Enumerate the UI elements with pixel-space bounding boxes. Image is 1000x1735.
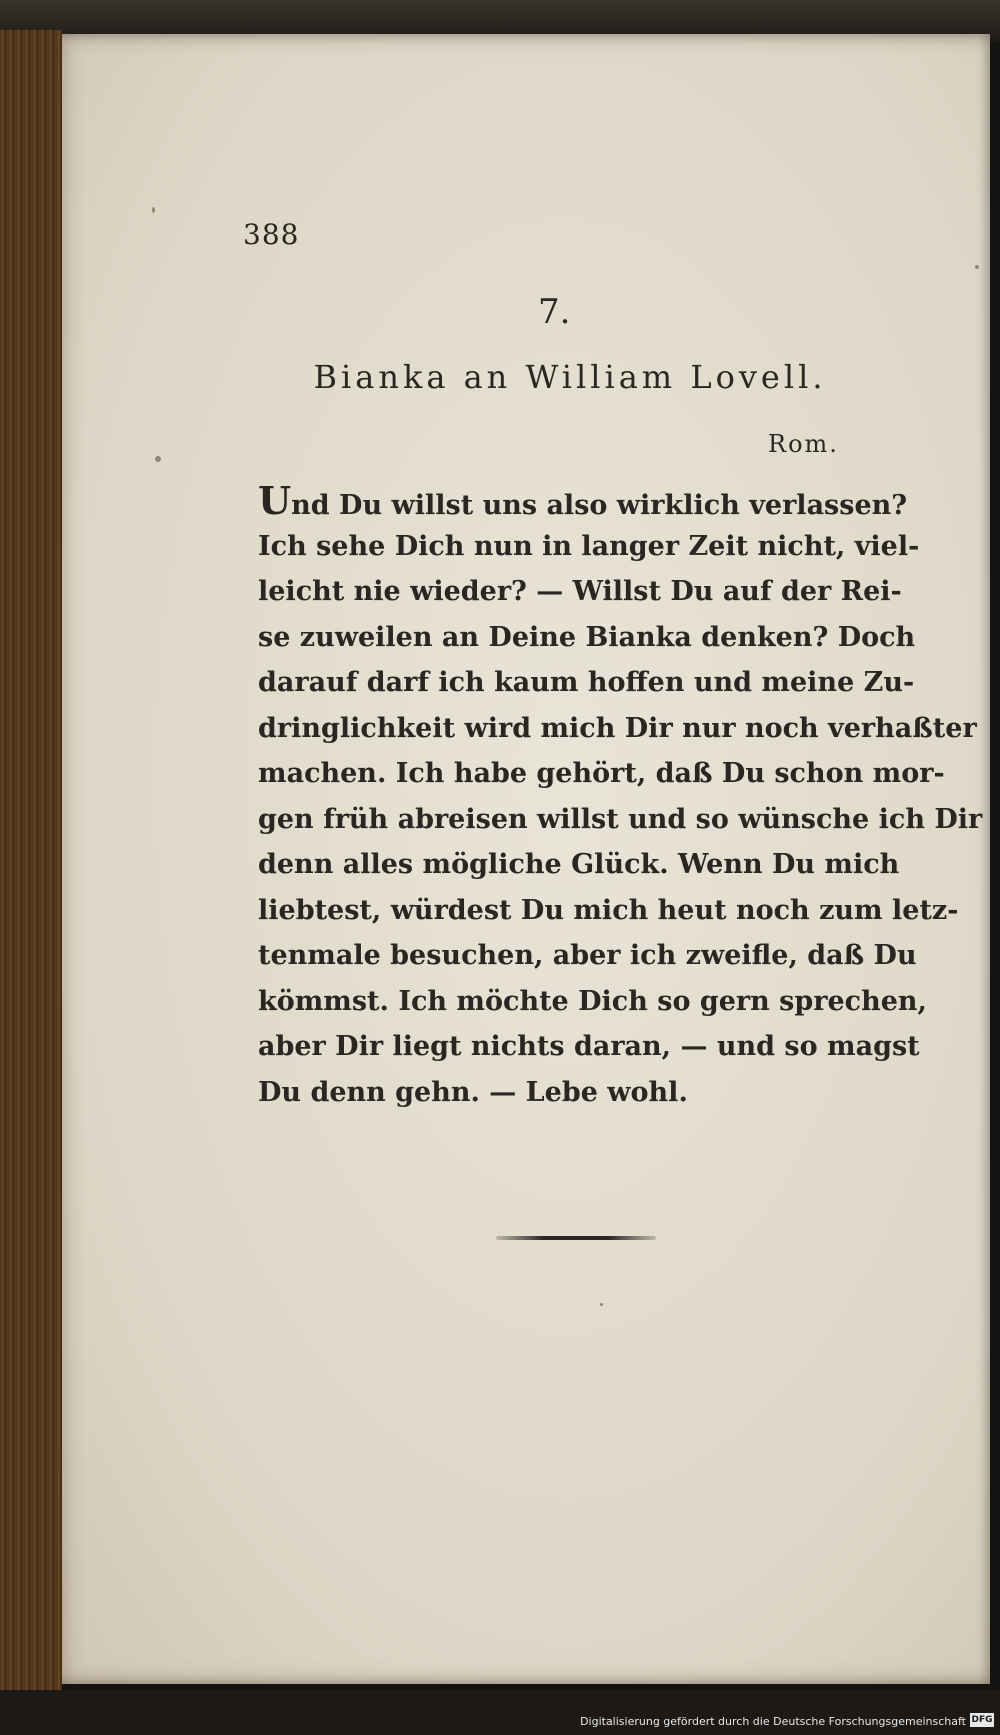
text-line: se zuweilen an Deine Bianka denken? Doch xyxy=(258,621,916,653)
digitization-credit: Digitalisierung gefördert durch die Deutsche Forschungsgemeinschaft xyxy=(580,1715,966,1728)
paper-speck xyxy=(975,265,979,269)
text-line-content: nd Du willst uns also wirklich verlassen? xyxy=(291,490,908,521)
letter-body xyxy=(258,478,983,1115)
initial-letter: U xyxy=(258,478,292,523)
text-line: gen früh abreisen willst und so wünsche ich Dir xyxy=(258,803,983,835)
text-line xyxy=(258,478,908,524)
text-line: Ich sehe Dich nun in langer Zeit nicht, viel- xyxy=(258,530,920,562)
text-line: Du denn gehn. — Lebe wohl. xyxy=(258,1076,688,1108)
text-line: denn alles mögliche Glück. Wenn Du mich xyxy=(258,849,900,880)
text-line: leicht nie wieder? — Willst Du auf der Rei- xyxy=(258,576,902,607)
letter-place: Rom. xyxy=(768,430,839,458)
paper-speck xyxy=(155,456,161,462)
text-line: tenmale besuchen, aber ich zweifle, daß Du xyxy=(258,940,917,971)
text-line: machen. Ich habe gehört, daß Du schon mor- xyxy=(258,758,945,789)
letter-number: 7. xyxy=(538,292,571,332)
text-line: darauf darf ich kaum hoffen und meine Zu- xyxy=(258,667,915,698)
text-line: kömmst. Ich möchte Dich so gern sprechen, xyxy=(258,985,927,1017)
text-line: dringlichkeit wird mich Dir nur noch verhaßter xyxy=(258,712,977,744)
text-line: liebtest, würdest Du mich heut noch zum letz- xyxy=(258,894,959,926)
page-number: 388 xyxy=(243,218,300,251)
text-line: aber Dir liegt nichts daran, — und so magst xyxy=(258,1031,920,1062)
paper-speck xyxy=(600,1303,603,1306)
letter-heading: Bianka an William Lovell. xyxy=(313,358,827,396)
paper-speck xyxy=(152,207,155,213)
dfg-logo: DFG xyxy=(971,1715,993,1725)
book-spine-edge xyxy=(0,30,62,1690)
section-divider xyxy=(496,1236,656,1240)
scan-bottom-strip xyxy=(0,1690,1000,1735)
